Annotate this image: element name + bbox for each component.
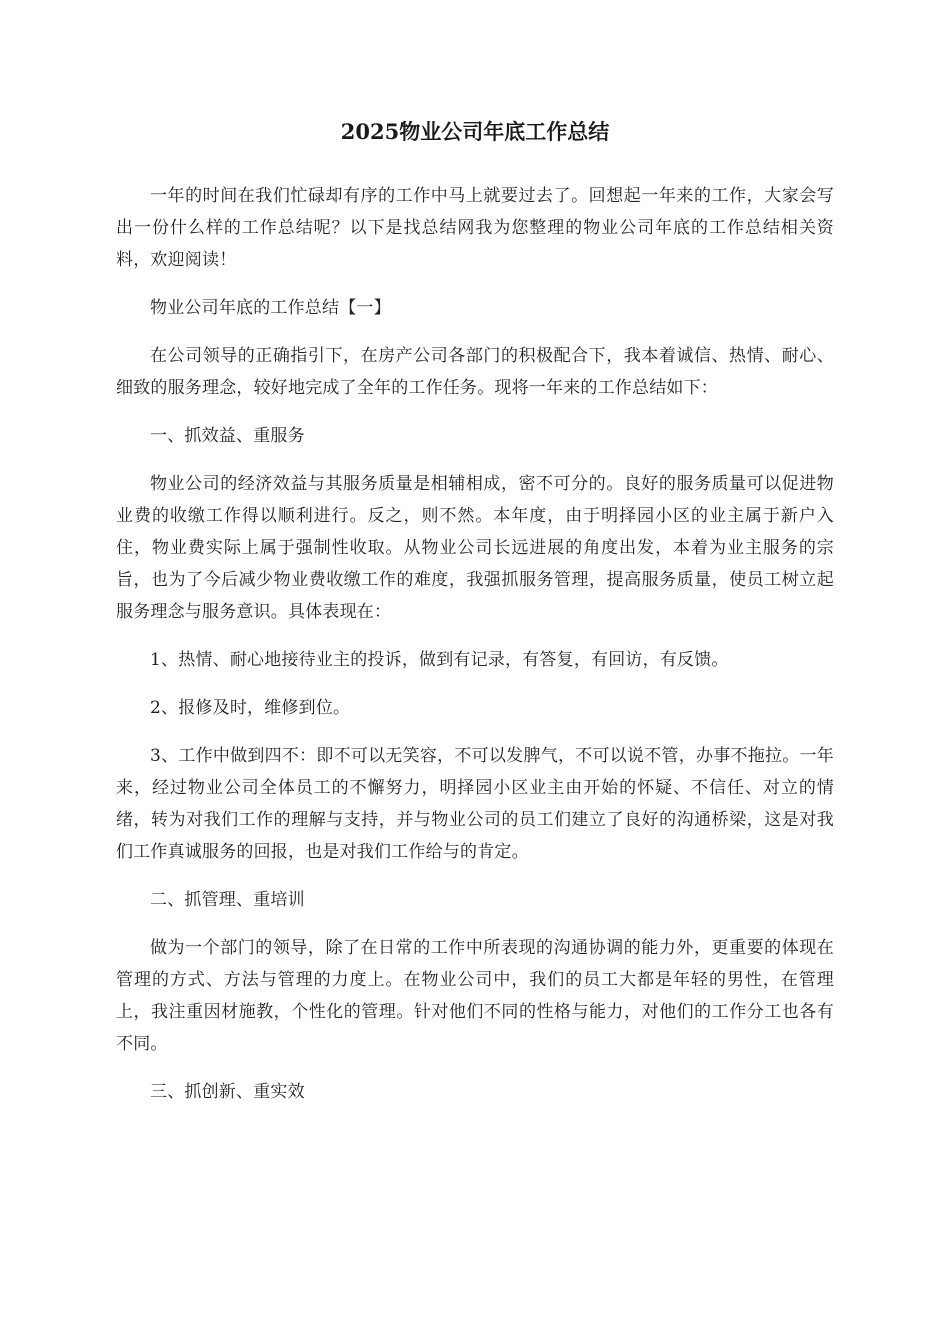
intro-paragraph: 一年的时间在我们忙碌却有序的工作中马上就要过去了。回想起一年来的工作，大家会写出一份什么样的工作总结呢？以下是找总结网我为您整理的物业公司年底的工作总结相关资料，欢迎阅读！ xyxy=(116,186,834,270)
list-item-3: 3、工作中做到四不：即不可以无笑容，不可以发脾气，不可以说不管，办事不拖拉。一年来，经过物业公司全体员工的不懈努力，明择园小区业主由开始的怀疑、不信任、对立的情绪，转为对我们工作的理解与支持，并与物业公司的员工们建立了良好的沟通桥梁，这是对我们工作真诚服务的回报，也是对我们工作给与的肯定。 xyxy=(116,746,834,862)
opening-paragraph: 在公司领导的正确指引下，在房产公司各部门的积极配合下，我本着诚信、热情、耐心、细致的服务理念，较好地完成了全年的工作任务。现将一年来的工作总结如下： xyxy=(116,346,834,398)
section-1-paragraph: 物业公司的经济效益与其服务质量是相辅相成，密不可分的。良好的服务质量可以促进物业费的收缴工作得以顺利进行。反之，则不然。本年度，由于明择园小区的业主属于新户入住，物业费实际上属于强制性收取。从物业公司长远进展的角度出发，本着为业主服务的宗旨，也为了今后减少物业费收缴工作的难度，我强抓服务管理，提高服务质量，使员工树立起服务理念与服务意识。具体表现在： xyxy=(116,474,834,622)
section-2-paragraph: 做为一个部门的领导，除了在日常的工作中所表现的沟通协调的能力外，更重要的体现在管理的方式、方法与管理的力度上。在物业公司中，我们的员工大都是年轻的男性，在管理上，我注重因材施教，个性化的管理。针对他们不同的性格与能力，对他们的工作分工也各有不同。 xyxy=(116,938,834,1054)
section-heading-part-one: 物业公司年底的工作总结【一】 xyxy=(150,298,391,318)
section-heading-1: 一、抓效益、重服务 xyxy=(150,426,305,446)
section-heading-2: 二、抓管理、重培训 xyxy=(150,890,305,910)
list-item-2: 2、报修及时，维修到位。 xyxy=(150,698,351,718)
section-heading-3: 三、抓创新、重实效 xyxy=(150,1082,305,1102)
document-body xyxy=(116,180,834,1124)
document-title: 2025物业公司年底工作总结 xyxy=(340,119,610,144)
list-item-1: 1、热情、耐心地接待业主的投诉，做到有记录，有答复，有回访，有反馈。 xyxy=(150,650,729,670)
